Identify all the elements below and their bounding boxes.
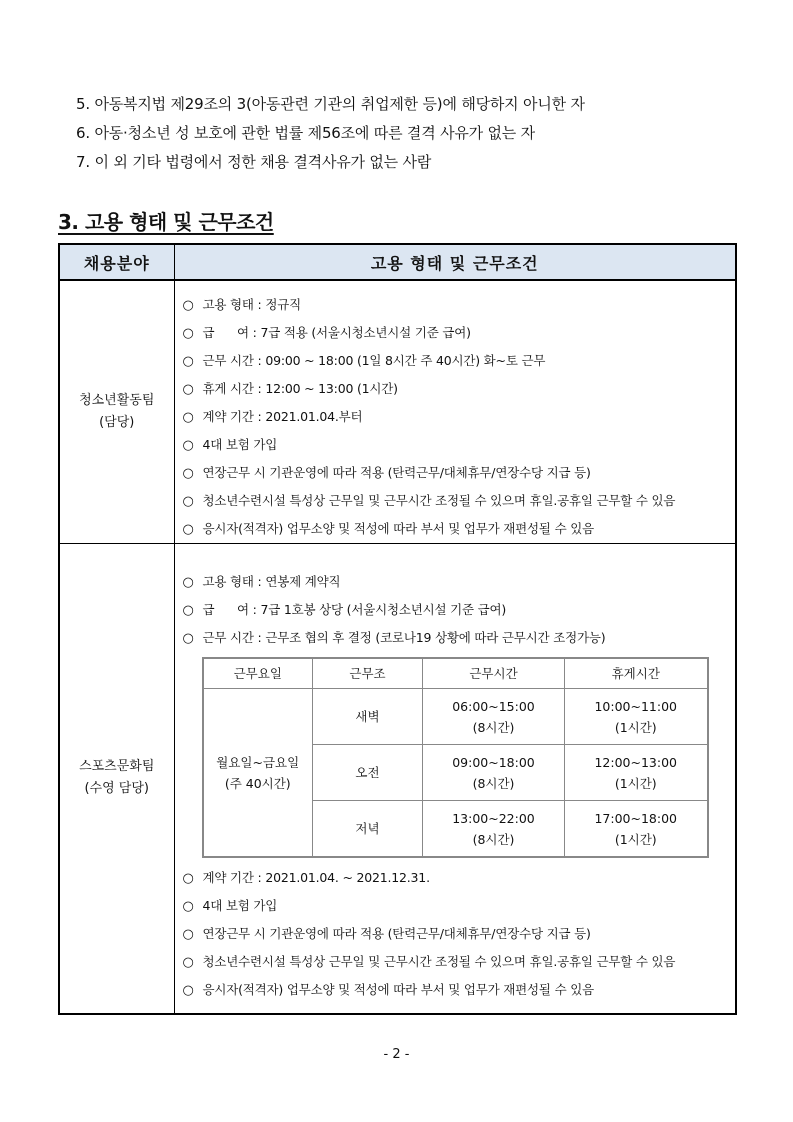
criteria-item: 7. 이 외 기타 법령에서 정한 채용 결격사유가 없는 사람: [76, 153, 432, 171]
condition-item: ○ 응시자(적격자) 업무소양 및 적성에 따라 부서 및 업무가 재편성될 수 있음: [183, 515, 736, 543]
criteria-item: 6. 아동·청소년 성 보호에 관한 법률 제56조에 따른 결격 사유가 없는 자: [76, 124, 535, 142]
condition-item: ○ 급 여 : 7급 적용 (서울시청소년시설 기준 급여): [183, 319, 736, 347]
conditions-youth-activity: [174, 280, 736, 544]
schedule-header: 근무요일: [203, 658, 313, 689]
team-role: (담당): [99, 415, 135, 430]
schedule-work-time: 09:00~18:00 (8시간): [423, 745, 565, 801]
circle-bullet-icon: ○: [182, 438, 194, 453]
circle-bullet-icon: ○: [182, 603, 194, 618]
circle-bullet-icon: ○: [182, 871, 194, 886]
condition-item: ○ 계약 기간 : 2021.01.04. ~ 2021.12.31.: [183, 864, 736, 892]
condition-item: ○ 근무 시간 : 09:00 ~ 18:00 (1일 8시간 주 40시간) 화~토 근무: [183, 347, 736, 375]
schedule-header: 휴게시간: [565, 658, 708, 689]
circle-bullet-icon: ○: [182, 575, 194, 590]
criteria-item: 5. 아동복지법 제29조의 3(아동관련 기관의 취업제한 등)에 해당하지 아니한 자: [76, 95, 585, 113]
page-number: - 2 -: [383, 1047, 410, 1062]
header-employment-conditions: 고용 형태 및 근무조건: [174, 244, 736, 280]
condition-item: ○ 휴게 시간 : 12:00 ~ 13:00 (1시간): [183, 375, 736, 403]
schedule-header: 근무시간: [423, 658, 565, 689]
condition-item: ○ 4대 보험 가입: [183, 892, 736, 920]
schedule-work-time: 06:00~15:00 (8시간): [423, 689, 565, 745]
schedule-work-days: 월요일~금요일 (주 40시간): [203, 689, 313, 858]
team-youth-activity: [59, 280, 174, 544]
schedule-work-time: 13:00~22:00 (8시간): [423, 801, 565, 858]
circle-bullet-icon: ○: [182, 382, 194, 397]
team-name: 청소년활동팀: [79, 393, 155, 408]
circle-bullet-icon: ○: [182, 927, 194, 942]
condition-item: ○ 고용 형태 : 연봉제 계약직: [183, 568, 736, 596]
condition-item: ○ 근무 시간 : 근무조 협의 후 결정 (코로나19 상황에 따라 근무시간 조정가능): [183, 624, 736, 652]
schedule-rest-time: 12:00~13:00 (1시간): [565, 745, 708, 801]
schedule-header: 근무조: [313, 658, 423, 689]
condition-item: ○ 계약 기간 : 2021.01.04.부터: [183, 403, 736, 431]
circle-bullet-icon: ○: [182, 298, 194, 313]
header-recruitment-field: 채용분야: [59, 244, 174, 280]
team-role: (수영 담당): [84, 781, 149, 797]
circle-bullet-icon: ○: [182, 631, 194, 646]
condition-item: ○ 연장근무 시 기관운영에 따라 적용 (탄력근무/대체휴무/연장수당 지급 등): [183, 459, 736, 487]
schedule-rest-time: 17:00~18:00 (1시간): [565, 801, 708, 858]
circle-bullet-icon: ○: [182, 466, 194, 481]
schedule-shift: 새벽: [313, 689, 423, 745]
schedule-shift: 오전: [313, 745, 423, 801]
circle-bullet-icon: ○: [182, 983, 194, 998]
eligibility-criteria-list: [76, 90, 585, 177]
condition-item: ○ 청소년수련시설 특성상 근무일 및 근무시간 조정될 수 있으며 휴일.공휴일 근무할 수 있음: [183, 487, 736, 515]
circle-bullet-icon: ○: [182, 494, 194, 509]
section-title: 3. 고용 형태 및 근무조건: [58, 210, 274, 234]
condition-item: ○ 4대 보험 가입: [183, 431, 736, 459]
schedule-rest-time: 10:00~11:00 (1시간): [565, 689, 708, 745]
employment-conditions-table: [58, 243, 737, 1015]
conditions-sports-culture: [174, 544, 736, 1014]
circle-bullet-icon: ○: [182, 410, 194, 425]
circle-bullet-icon: ○: [182, 522, 194, 537]
condition-item: ○ 고용 형태 : 정규직: [183, 291, 736, 319]
circle-bullet-icon: ○: [182, 326, 194, 341]
circle-bullet-icon: ○: [182, 955, 194, 970]
circle-bullet-icon: ○: [182, 354, 194, 369]
schedule-shift: 저녁: [313, 801, 423, 858]
condition-item: ○ 응시자(적격자) 업무소양 및 적성에 따라 부서 및 업무가 재편성될 수 있음: [183, 976, 736, 1004]
team-sports-culture: [59, 544, 174, 1014]
condition-item: ○ 급 여 : 7급 1호봉 상당 (서울시청소년시설 기준 급여): [183, 596, 736, 624]
condition-item: ○ 연장근무 시 기관운영에 따라 적용 (탄력근무/대체휴무/연장수당 지급 등): [183, 920, 736, 948]
team-name: 스포츠문화팀: [79, 759, 155, 775]
condition-item: ○ 청소년수련시설 특성상 근무일 및 근무시간 조정될 수 있으며 휴일.공휴일 근무할 수 있음: [183, 948, 736, 976]
circle-bullet-icon: ○: [182, 899, 194, 914]
work-schedule-table: [202, 657, 709, 858]
